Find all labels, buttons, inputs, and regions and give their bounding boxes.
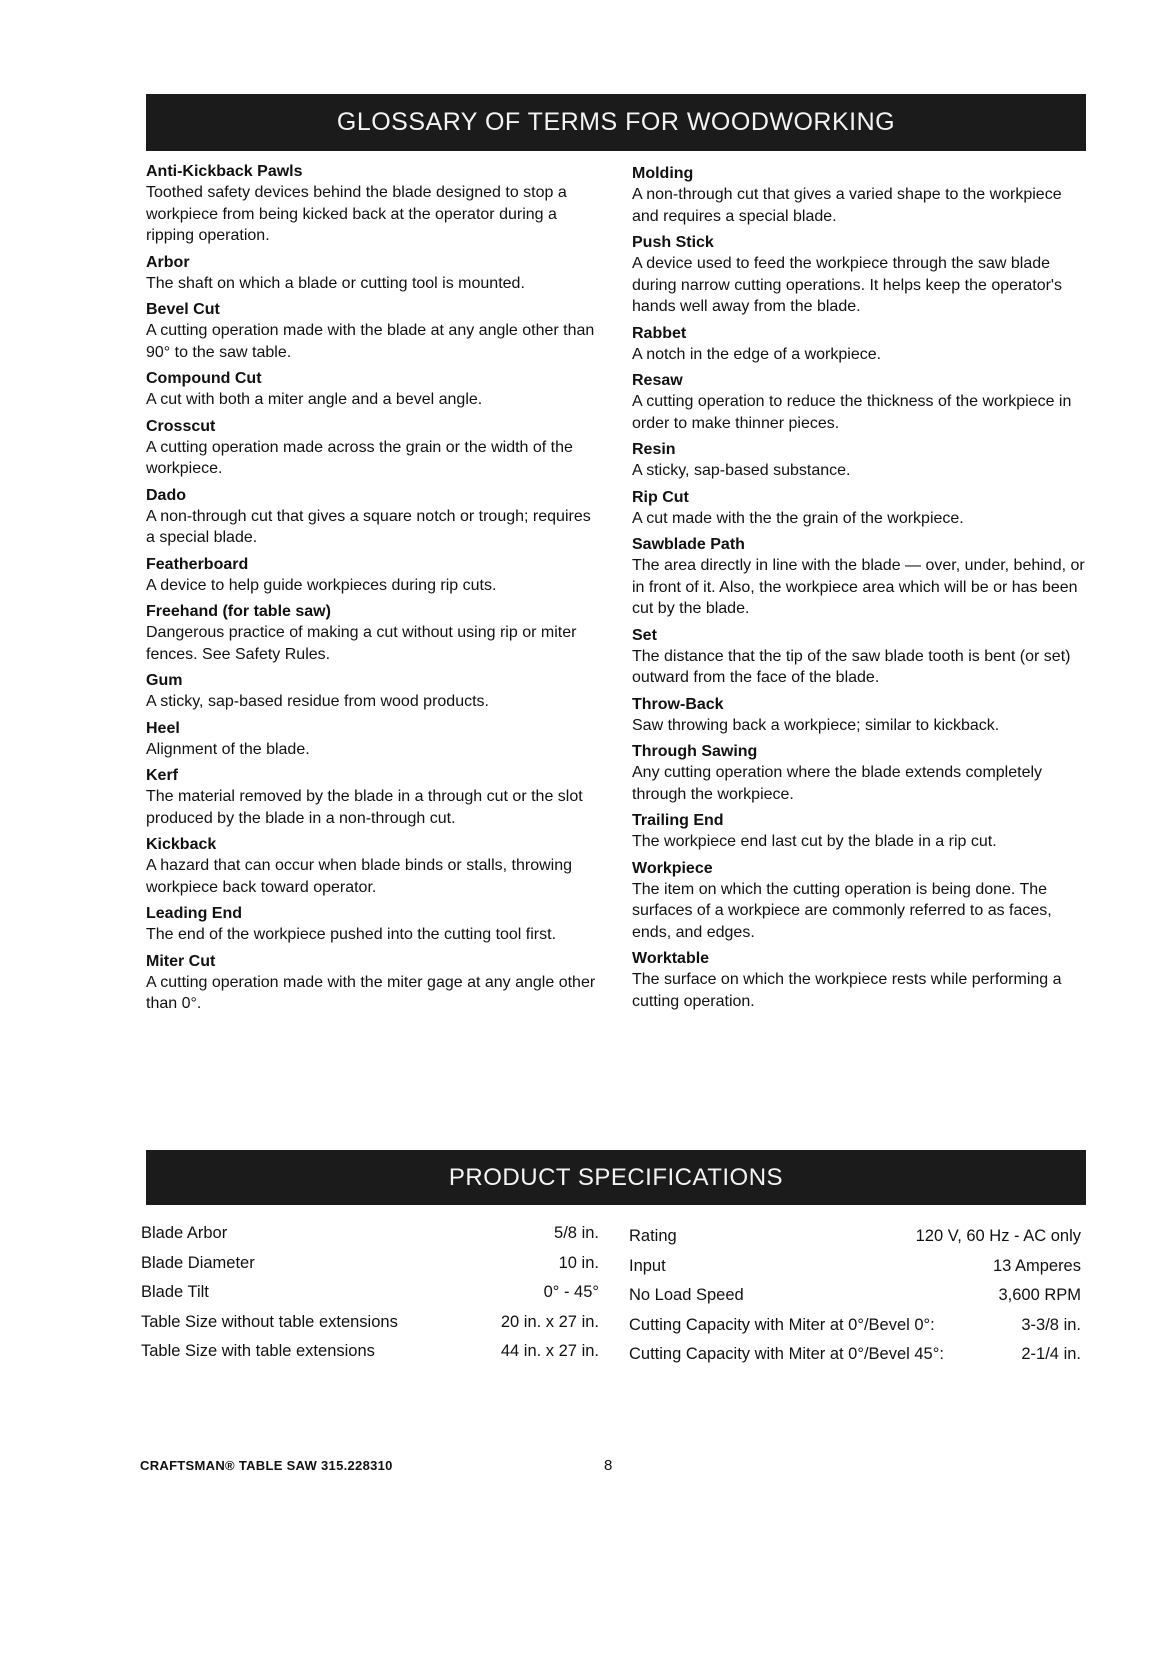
glossary-entry bbox=[632, 233, 1087, 318]
glossary-entry bbox=[632, 371, 1087, 434]
glossary-term: Resaw bbox=[632, 372, 683, 389]
spec-value: 0° - 45° bbox=[543, 1283, 599, 1301]
spec-value: 2-1/4 in. bbox=[1021, 1345, 1081, 1363]
glossary-entry bbox=[146, 162, 601, 247]
spec-label: Cutting Capacity with Miter at 0°/Bevel 0°: bbox=[629, 1315, 935, 1334]
spec-label: Input bbox=[629, 1256, 666, 1275]
glossary-definition: A notch in the edge of a workpiece. bbox=[632, 345, 882, 363]
glossary-term: Rip Cut bbox=[632, 488, 689, 506]
glossary-entry bbox=[146, 417, 601, 480]
glossary-term: Sawblade Path bbox=[632, 536, 745, 553]
glossary-term: Compound Cut bbox=[146, 370, 262, 387]
glossary-term: Resin bbox=[632, 441, 676, 458]
glossary-definition: A cut with both a miter angle and a bevel angle. bbox=[146, 391, 483, 408]
spec-value: 120 V, 60 Hz - AC only bbox=[915, 1227, 1081, 1245]
spec-row bbox=[629, 1222, 1081, 1252]
glossary-entry bbox=[146, 904, 601, 946]
glossary-term: Arbor bbox=[146, 253, 190, 271]
specifications-column-left bbox=[141, 1219, 599, 1367]
glossary-entry bbox=[146, 300, 601, 363]
spec-value: 20 in. x 27 in. bbox=[500, 1312, 599, 1331]
glossary-entry bbox=[146, 486, 601, 549]
spec-row bbox=[141, 1219, 599, 1249]
glossary-definition: A non-through cut that gives a square notch or trough; requires a special blade. bbox=[146, 507, 591, 546]
spec-label: Rating bbox=[629, 1227, 677, 1245]
specifications-column-right bbox=[629, 1222, 1081, 1370]
glossary-term: Kerf bbox=[146, 767, 179, 784]
glossary-term: Miter Cut bbox=[146, 952, 216, 970]
spec-label: No Load Speed bbox=[629, 1286, 744, 1304]
glossary-definition: The material removed by the blade in a through cut or the slot produced by the blade in a non-through cut. bbox=[146, 788, 583, 827]
glossary-term: Featherboard bbox=[146, 555, 249, 573]
glossary-term: Bevel Cut bbox=[146, 301, 220, 318]
glossary-definition: A sticky, sap-based residue from wood products. bbox=[146, 693, 489, 710]
glossary-definition: A cutting operation made across the grain or the width of the workpiece. bbox=[146, 438, 573, 477]
glossary-entry bbox=[146, 602, 601, 665]
glossary-definition: The area directly in line with the blade — over, under, behind, or in front of it. Also, the workpiece area which will be or has been cut by the blade. bbox=[632, 557, 1085, 617]
glossary-definition: Alignment of the blade. bbox=[146, 740, 310, 758]
glossary-term: Throw-Back bbox=[632, 695, 724, 713]
glossary-entry bbox=[632, 440, 1087, 482]
glossary-entry bbox=[632, 488, 1087, 530]
glossary-definition: The shaft on which a blade or cutting tool is mounted. bbox=[146, 274, 525, 292]
glossary-definition: The workpiece end last cut by the blade in a rip cut. bbox=[632, 833, 997, 850]
page-number: 8 bbox=[604, 1457, 613, 1474]
spec-row bbox=[141, 1249, 599, 1279]
glossary-term: Push Stick bbox=[632, 234, 714, 251]
spec-value: 10 in. bbox=[558, 1253, 599, 1272]
glossary-definition: A cutting operation to reduce the thickness of the workpiece in order to make thinner pieces. bbox=[632, 393, 1072, 432]
spec-row bbox=[629, 1311, 1081, 1341]
glossary-term: Through Sawing bbox=[632, 743, 758, 760]
spec-row bbox=[141, 1337, 599, 1367]
spec-row bbox=[629, 1340, 1081, 1370]
glossary-definition: Saw throwing back a workpiece; similar to kickback. bbox=[632, 716, 1000, 734]
glossary-term: Trailing End bbox=[632, 812, 724, 829]
glossary-definition: The distance that the tip of the saw blade tooth is bent (or set) outward from the face of the blade. bbox=[632, 647, 1071, 686]
glossary-term: Dado bbox=[146, 486, 186, 504]
spec-value: 3,600 RPM bbox=[998, 1286, 1081, 1304]
glossary-definition: A device to help guide workpieces during rip cuts. bbox=[146, 576, 497, 594]
glossary-term: Heel bbox=[146, 719, 180, 737]
glossary-entry bbox=[632, 811, 1087, 853]
spec-label: Table Size without table extensions bbox=[141, 1312, 398, 1331]
glossary-entry bbox=[146, 835, 601, 898]
spec-value: 3-3/8 in. bbox=[1021, 1315, 1081, 1334]
spec-row bbox=[141, 1278, 599, 1308]
glossary-definition: A sticky, sap-based substance. bbox=[632, 462, 851, 479]
spec-label: Cutting Capacity with Miter at 0°/Bevel 45°: bbox=[629, 1345, 944, 1363]
glossary-term: Molding bbox=[632, 165, 694, 182]
glossary-definition: A cutting operation made with the blade at any angle other than 90° to the saw table. bbox=[146, 322, 595, 361]
glossary-definition: Dangerous practice of making a cut without using rip or miter fences. See Safety Rules. bbox=[146, 624, 577, 663]
glossary-term: Workpiece bbox=[632, 859, 713, 877]
glossary-definition: A cut made with the the grain of the workpiece. bbox=[632, 509, 964, 527]
glossary-definition: The end of the workpiece pushed into the cutting tool first. bbox=[146, 926, 557, 943]
spec-row bbox=[629, 1252, 1081, 1282]
glossary-entry bbox=[146, 952, 601, 1015]
spec-row bbox=[141, 1308, 599, 1338]
glossary-entry bbox=[632, 695, 1087, 737]
glossary-definition: A cutting operation made with the miter gage at any angle other than 0°. bbox=[146, 973, 596, 1012]
glossary-entry bbox=[146, 369, 601, 411]
glossary-term: Set bbox=[632, 626, 657, 644]
glossary-term: Crosscut bbox=[146, 417, 216, 435]
spec-value: 44 in. x 27 in. bbox=[500, 1342, 599, 1360]
glossary-heading: GLOSSARY OF TERMS FOR WOODWORKING bbox=[146, 94, 1086, 151]
glossary-entry bbox=[632, 164, 1087, 227]
footer-model-label: CRAFTSMAN® TABLE SAW 315.228310 bbox=[140, 1458, 393, 1473]
glossary-entry bbox=[632, 742, 1087, 805]
glossary-entry bbox=[146, 555, 601, 597]
spec-label: Blade Diameter bbox=[141, 1253, 255, 1272]
glossary-column-left bbox=[146, 162, 601, 1015]
specifications-heading: PRODUCT SPECIFICATIONS bbox=[146, 1150, 1086, 1205]
glossary-entry bbox=[632, 324, 1087, 366]
glossary-term: Worktable bbox=[632, 950, 710, 967]
glossary-definition: A hazard that can occur when blade binds or stalls, throwing workpiece back toward operator. bbox=[146, 857, 573, 896]
glossary-term: Rabbet bbox=[632, 324, 687, 342]
glossary-definition: The surface on which the workpiece rests while performing a cutting operation. bbox=[632, 971, 1062, 1010]
spec-row bbox=[629, 1281, 1081, 1311]
spec-value: 13 Amperes bbox=[992, 1256, 1081, 1275]
glossary-entry bbox=[146, 253, 601, 295]
glossary-term: Anti-Kickback Pawls bbox=[146, 163, 303, 180]
glossary-entry bbox=[632, 535, 1087, 620]
glossary-term: Freehand (for table saw) bbox=[146, 603, 331, 620]
spec-label: Blade Arbor bbox=[141, 1224, 228, 1242]
glossary-entry bbox=[632, 949, 1087, 1012]
glossary-entry bbox=[146, 766, 601, 829]
glossary-term: Leading End bbox=[146, 905, 242, 922]
glossary-definition: The item on which the cutting operation is being done. The surfaces of a workpiece are commonly referred to as faces, ends, and edges. bbox=[632, 880, 1052, 941]
glossary-term: Kickback bbox=[146, 836, 217, 853]
spec-value: 5/8 in. bbox=[554, 1224, 599, 1242]
glossary-column-right bbox=[632, 164, 1087, 1012]
glossary-definition: Toothed safety devices behind the blade designed to stop a workpiece from being kicked back at the operator during a ripping operation. bbox=[146, 184, 567, 244]
glossary-entry bbox=[632, 626, 1087, 689]
glossary-definition: A device used to feed the workpiece through the saw blade during narrow cutting operations. It helps keep the operator's hands well away from the blade. bbox=[632, 255, 1062, 315]
glossary-term: Gum bbox=[146, 672, 183, 689]
spec-label: Table Size with table extensions bbox=[141, 1342, 375, 1360]
glossary-entry bbox=[146, 671, 601, 713]
glossary-entry bbox=[632, 859, 1087, 944]
spec-label: Blade Tilt bbox=[141, 1283, 209, 1301]
glossary-entry bbox=[146, 719, 601, 761]
glossary-definition: A non-through cut that gives a varied shape to the workpiece and requires a special blade. bbox=[632, 186, 1062, 225]
glossary-definition: Any cutting operation where the blade extends completely through the workpiece. bbox=[632, 764, 1043, 803]
